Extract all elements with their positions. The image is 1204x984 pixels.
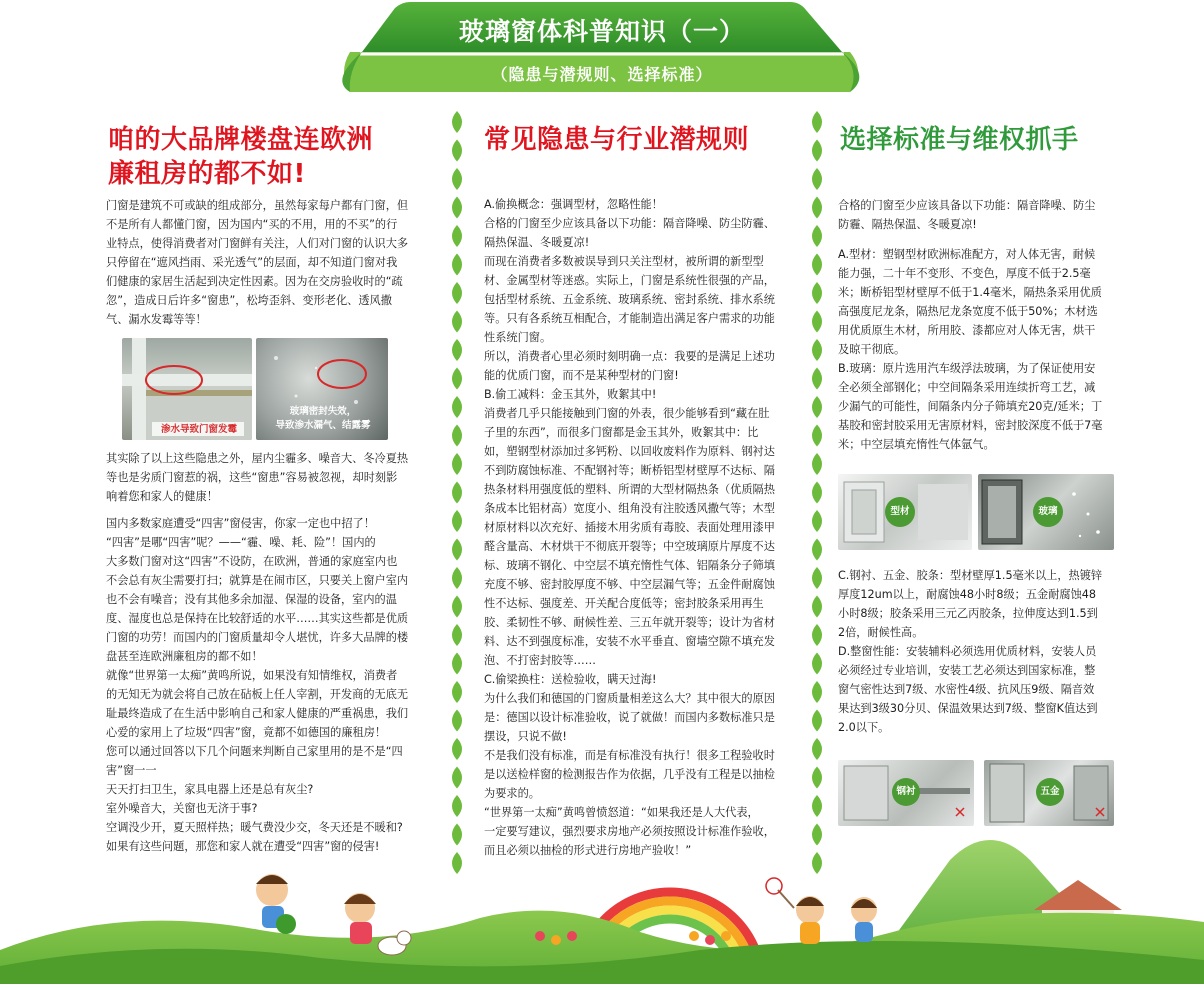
- photo-caption-fog-1: 玻璃密封失效，: [289, 406, 357, 417]
- col3-intro-line: 合格的门窗至少应该具备以下功能：隔音降噪、防尘: [838, 199, 1096, 212]
- col3-partC-line: 必须经过专业培训，安装工艺必须达到国家标准，整: [838, 664, 1096, 677]
- header-banner: [0, 0, 1204, 100]
- leaf-icon: [812, 710, 822, 732]
- col2-line: 消费者几乎只能接触到门窗的外表，很少能够看到“藏在肚: [484, 407, 770, 420]
- col2-line: 为什么我们和德国的门窗质量相差这么大？其中很大的原因: [484, 692, 775, 705]
- col3-partA-line: 米；中空层填充惰性气体氩气。: [838, 438, 995, 451]
- col3-partA-line: 用优质原生木材，所用胶、漆都应对人体无害，烘干: [838, 324, 1096, 337]
- col3-partA-line: B.玻璃：原片选用汽车级浮法玻璃，为了保证使用安: [838, 362, 1096, 375]
- col2-line: 标、玻璃不钢化、中空层不填充惰性气体、铝隔条分子筛填: [484, 559, 775, 572]
- leaf-icon: [452, 767, 462, 789]
- kid-right-icon: [851, 897, 877, 942]
- leaf-icon: [452, 596, 462, 618]
- col2-line: 性不达标、强度差、开关配合度低等；密封胶条采用再生: [484, 597, 764, 610]
- bottom-scene: [0, 800, 1204, 984]
- col1-para1-line: 们健康的家居生活起到决定性因素。因为在交房验收时的“疏: [106, 275, 403, 288]
- leaf-icon: [452, 168, 462, 190]
- leaf-icon: [812, 168, 822, 190]
- label-hardware: 五金: [1040, 786, 1060, 797]
- col2-line: 不是我们没有标准，而是有标准没有执行！很多工程验收时: [484, 749, 775, 762]
- col3-partA-line: 基胶和密封胶采用无害原材料，密封胶深度不低于7毫: [838, 419, 1103, 432]
- col2-line: C.偷梁换柱：送检验收，瞒天过海!: [484, 673, 657, 686]
- leaf-icon: [812, 311, 822, 333]
- kid-left-icon: [256, 874, 296, 934]
- col1-para3-line: 天天打扫卫生，家具电器上还是总有灰尘?: [106, 783, 314, 796]
- col1-para3-line: 也不会有噪音；没有其他多余加湿、保湿的设备，室内的温: [106, 593, 397, 606]
- col1-para1: [106, 196, 428, 329]
- leaf-icon: [452, 140, 462, 162]
- col3-partA-line: A.型材：塑钢型材欧洲标准配方，对人体无害，耐候: [838, 248, 1096, 261]
- col2-body: [484, 195, 796, 860]
- col1-para3-line: “四害”是哪“四害”呢？——“霾、噪、耗、险”！国内的: [106, 536, 376, 549]
- leaf-icon: [452, 311, 462, 333]
- col3-partC-line: 小时8级；胶条采用三元乙丙胶条，拉伸度达到1.5到: [838, 607, 1098, 620]
- leaf-icon: [452, 368, 462, 390]
- leaf-icon: [452, 111, 462, 133]
- col3-partA-line: 少漏气的可能性，间隔条内分子筛填充20克/延米；丁: [838, 400, 1103, 413]
- leaf-icon: [812, 396, 822, 418]
- col1-para3-line: 的无知无为就会将自己放在砧板上任人宰割，开发商的无底无: [106, 688, 409, 701]
- col2-line: 条成本比铝材高）宽度小、组角没有注胶透风撒气等；木型: [484, 502, 775, 515]
- col3-partA-line: 及晾干彻底。: [838, 343, 906, 356]
- leaf-icon: [452, 225, 462, 247]
- leaf-icon: [452, 510, 462, 532]
- col2-line: 而且必须以抽检的形式进行房地产验收！”: [484, 844, 692, 857]
- col2-line: 子里的东西”，而很多门窗都是金玉其外，败絮其中：比: [484, 426, 759, 439]
- leaf-icon: [452, 482, 462, 504]
- col1-para3-line: 度、湿度也总是保持在比较舒适的水平……其实这些都是优质: [106, 612, 409, 625]
- leaf-icon: [452, 396, 462, 418]
- col3-partC-line: 窗气密性达到7级、水密性4级、抗风压9级、隔音效: [838, 683, 1095, 696]
- col1-para3-line: 如果有这些问题，那您和家人就在遭受“四害”窗的侵害!: [106, 840, 380, 853]
- leaf-icon: [812, 140, 822, 162]
- col1-para3-line: 大多数门窗对这“四害”不设防，在欧洲，普通的家庭室内也: [106, 555, 398, 568]
- leaf-icon: [812, 596, 822, 618]
- col3-partC-line: C.钢衬、五金、胶条：型材壁厚1.5毫米以上，热镀锌: [838, 569, 1103, 582]
- leaf-icon: [812, 453, 822, 475]
- leaf-icon: [812, 567, 822, 589]
- leaf-icon: [452, 624, 462, 646]
- col1-para1-line: 忽”，造成日后许多“窗患”，松垮歪斜、变形老化、透风撒: [106, 294, 392, 307]
- col2-line: B.偷工减料：金玉其外，败絮其中!: [484, 388, 657, 401]
- col1-para3-line: 耻最终造成了在生活中影响自己和家人健康的严重祸患，我们: [106, 707, 409, 720]
- col3-partA-line: 能力强，二十年不变形、不变色，厚度不低于2.5毫: [838, 267, 1091, 280]
- col2-line: 包括型材系统、五金系统、玻璃系统、密封系统、排水系统: [484, 293, 775, 306]
- col1-para3-line: 室外噪音大，关窗也无济于事?: [106, 802, 258, 815]
- leaf-icon: [812, 368, 822, 390]
- col2-line: 胶、柔韧性不够、耐候性差、三五年就开裂等；设计为省材: [484, 616, 775, 629]
- col2-line: 一定要写建议，强烈要求房地产必须按照设计标准作验收，: [484, 825, 775, 838]
- col3-intro-line: 防霾、隔热保温、冬暖夏凉!: [838, 218, 977, 231]
- leaf-icon: [452, 339, 462, 361]
- col1-heading-line1: 咱的大品牌楼盘连欧洲: [108, 125, 374, 155]
- col2-line: 材原材料以次充好、插接木用劣质有毒胶、表面处理用漆甲: [484, 521, 775, 534]
- col2-line: 材、金属型材等迷惑。实际上，门窗是系统性很强的产品，: [484, 274, 775, 287]
- banner-subtitle: （隐患与潜规则、选择标准）: [491, 65, 713, 84]
- col1-para3-line: 害”窗一一: [106, 764, 157, 777]
- col1-para3-line: 心爱的家用上了垃圾“四害”窗，竟都不如德国的廉租房！: [106, 726, 387, 739]
- leaf-icon: [812, 767, 822, 789]
- col1-para3-line: 门窗的功劳！而国内的门窗质量却令人堪忧，许多大品牌的楼: [106, 631, 409, 644]
- col1-para1-line: 气、漏水发霉等等！: [106, 313, 207, 326]
- col2-line: 热条材料用强度低的塑料、所谓的大型材隔热条（优质隔热: [484, 483, 775, 496]
- col2-line: 摆设，只说不做!: [484, 730, 567, 743]
- col1-para1-line: 不是所有人都懂门窗，因为国内“买的不用，用的不买”的行: [106, 218, 398, 231]
- col1-para2-line: 响着您和家人的健康！: [106, 490, 218, 503]
- col3-partC-line: 2.0以下。: [838, 721, 890, 734]
- col1-para3-line: 您可以通过回答以下几个问题来判断自己家里用的是不是“四: [106, 745, 403, 758]
- col2-line: 为要求的。: [484, 787, 540, 800]
- col2-line: 充度不够、密封胶厚度不够、中空层漏气等；五金件耐腐蚀: [484, 578, 775, 591]
- col2-line: 合格的门窗至少应该具备以下功能：隔音降噪、防尘防霾、: [484, 217, 775, 230]
- col1-para3-line: 盘甚至连欧洲廉租房的都不如！: [106, 650, 263, 663]
- leaf-icon: [812, 482, 822, 504]
- col3-intro: [838, 196, 1132, 234]
- kid-net-icon: [766, 878, 824, 944]
- col3-partC-line: 2倍，耐候性高。: [838, 626, 924, 639]
- leaf-icon: [812, 510, 822, 532]
- col3-partC-line: 厚度12um以上，耐腐蚀48小时8级；五金耐腐蚀48: [838, 588, 1097, 601]
- label-glass: 玻璃: [1038, 506, 1058, 517]
- leaf-icon: [452, 425, 462, 447]
- leaf-icon: [452, 710, 462, 732]
- photo-caption-mold: 渗水导致门窗发霉: [160, 424, 237, 435]
- col2-line: 是以送检样窗的检测报告作为依据，几乎没有工程是以抽检: [484, 768, 775, 781]
- col1-para2: [106, 449, 428, 506]
- col2-line: 隔热保温、冬暖夏凉!: [484, 236, 590, 249]
- col3-partC-line: 果达到3级30分贝、保温效果达到7级、整窗K值达到: [838, 702, 1098, 715]
- col1-para1-line: 只停留在“遮风挡雨、采光透气”的层面，却不知道门窗对我: [106, 256, 398, 269]
- col1-para2-line: 等也是劣质门窗惹的祸，这些“窗患”容易被忽视，却时刻影: [106, 471, 398, 484]
- leaf-icon: [812, 111, 822, 133]
- col2-line: A.偷换概念：强调型材，忽略性能！: [484, 198, 663, 211]
- leaf-vine-left: [442, 110, 472, 910]
- photo-profile: [838, 474, 972, 550]
- col1-para3-line: 不会总有灰尘需要打扫；就算是在闹市区，只要关上窗户室内: [106, 574, 409, 587]
- col2-line: 是：德国以设计标准验收，说了就做！而国内多数标准只是: [484, 711, 775, 724]
- photo-mold-window: [122, 338, 252, 440]
- leaf-icon: [812, 254, 822, 276]
- col2-heading: 常见隐患与行业潜规则: [484, 125, 750, 155]
- leaf-vine-right: [802, 110, 832, 910]
- col3-partC: [838, 566, 1132, 737]
- label-profile: 型材: [890, 506, 910, 517]
- col2-line: 如，塑钢型材添加过多钙粉、以回收废料作为原料、钢衬达: [484, 445, 775, 458]
- kid-center-icon: [344, 893, 376, 944]
- col1-para3-line: 就像“世界第一太痴”黄鸣所说，如果没有知情维权，消费者: [106, 669, 398, 682]
- col1-heading-line2: 廉租房的都不如!: [108, 159, 306, 189]
- leaf-icon: [812, 738, 822, 760]
- col2-line: 等。只有各系统互相配合，才能制造出满足客户需求的功能: [484, 312, 775, 325]
- col3-partC-line: D.整窗性能：安装辅料必须选用优质材料，安装人员: [838, 645, 1097, 658]
- leaf-icon: [452, 653, 462, 675]
- leaf-icon: [452, 254, 462, 276]
- banner-title: 玻璃窗体科普知识（一）: [458, 17, 745, 46]
- leaf-icon: [812, 225, 822, 247]
- leaf-icon: [452, 539, 462, 561]
- col3-partA-line: 米；断桥铝型材壁厚不低于1.4毫米，隔热条采用优质: [838, 286, 1102, 299]
- leaf-icon: [452, 738, 462, 760]
- col1-para1-line: 业特点，使得消费者对门窗鲜有关注，人们对门窗的认识大多: [106, 237, 409, 250]
- leaf-icon: [812, 282, 822, 304]
- leaf-icon: [452, 567, 462, 589]
- leaf-icon: [812, 539, 822, 561]
- leaf-icon: [812, 653, 822, 675]
- leaf-icon: [812, 339, 822, 361]
- col1-para1-line: 门窗是建筑不可或缺的组成部分，虽然每家每户都有门窗，但: [106, 199, 409, 212]
- leaf-icon: [812, 197, 822, 219]
- col2-line: 能的优质门窗，而不是某种型材的门窗!: [484, 369, 679, 382]
- col2-line: 性系统门窗。: [484, 331, 552, 344]
- col2-line: “世界第一太痴”黄鸣曾愤怒道：“如果我还是人大代表，: [484, 806, 759, 819]
- col3-partA: [838, 245, 1132, 454]
- leaf-icon: [452, 282, 462, 304]
- col3-heading: 选择标准与维权抓手: [840, 125, 1079, 155]
- leaf-icon: [812, 624, 822, 646]
- col2-line: 泡、不打密封胶等……: [484, 654, 596, 667]
- col2-line: 不到防腐蚀标准、不配钢衬等；断桥铝型材壁厚不达标、隔: [484, 464, 775, 477]
- col2-line: 而现在消费者多数被误导到只关注型材，被所谓的新型型: [484, 255, 764, 268]
- leaf-icon: [812, 681, 822, 703]
- col3-partA-line: 高强度尼龙条，隔热尼龙条宽度不低于50%；木材选: [838, 305, 1098, 318]
- label-steel: 钢衬: [896, 786, 916, 797]
- leaf-icon: [452, 681, 462, 703]
- leaf-icon: [452, 197, 462, 219]
- leaf-icon: [452, 453, 462, 475]
- photo-fog-glass: [256, 338, 388, 440]
- col3-partA-line: 全必须全部钢化；中空间隔条采用连续折弯工艺，减: [838, 381, 1096, 394]
- photo-caption-fog-2: 导致渗水漏气、结露雾: [275, 420, 371, 431]
- photo-glass: [978, 474, 1114, 550]
- col1-para3-line: 空调没少开，夏天照样热；暖气费没少交，冬天还是不暖和?: [106, 821, 403, 834]
- col2-line: 醛含量高、木材烘干不彻底开裂等；中空玻璃原片厚度不达: [484, 540, 775, 553]
- col2-line: 所以，消费者心里必须时刻明确一点：我要的是满足上述功: [484, 350, 775, 363]
- col1-para2-line: 其实除了以上这些隐患之外，屋内尘霾多、噪音大、冬冷夏热: [106, 452, 409, 465]
- col2-line: 料、达不到强度标准，安装不水平垂直、窗墙空隙不填充发: [484, 635, 775, 648]
- leaf-icon: [812, 425, 822, 447]
- col1-para3-line: 国内多数家庭遭受“四害”窗侵害，你家一定也中招了！: [106, 517, 375, 530]
